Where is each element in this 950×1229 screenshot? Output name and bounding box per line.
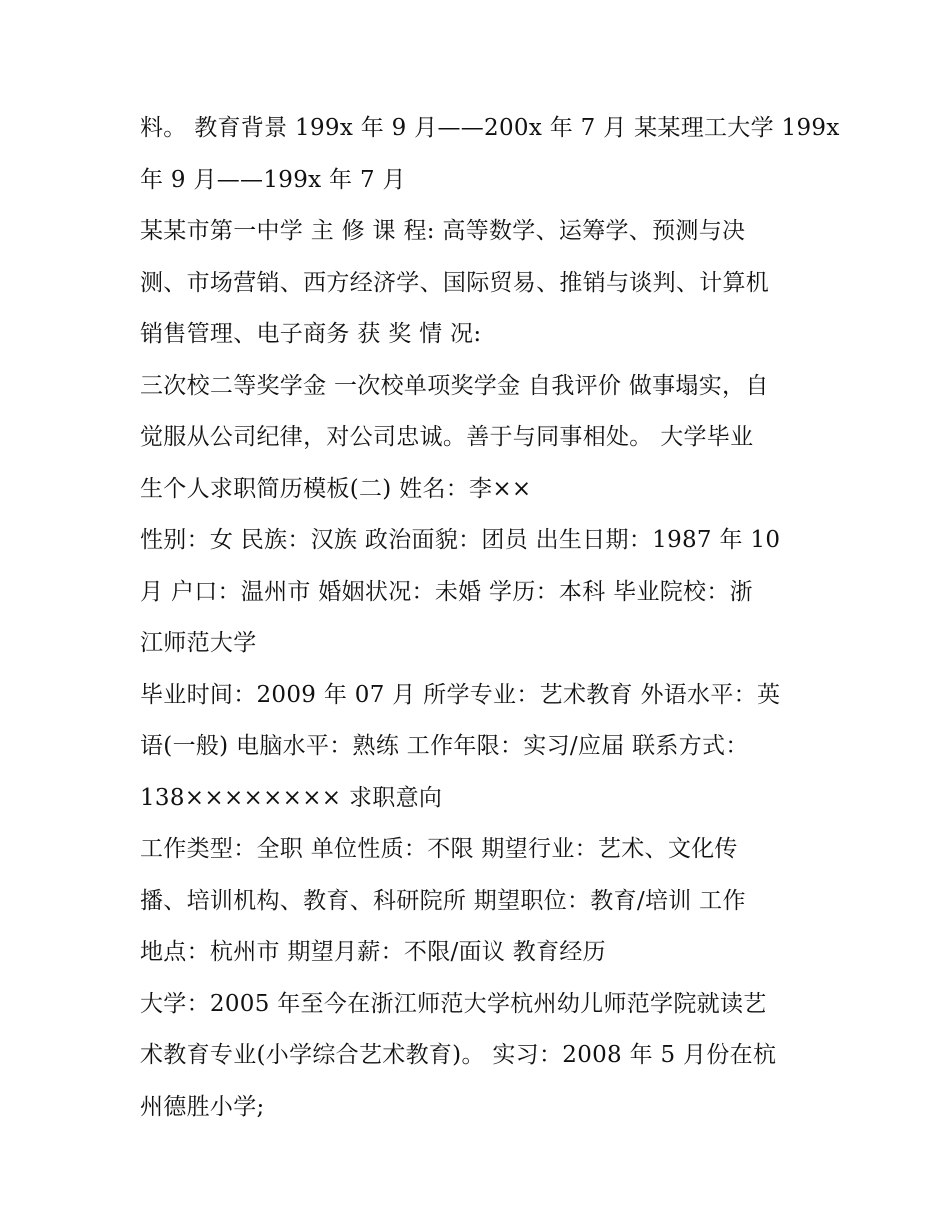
text-line: 觉服从公司纪律，对公司忠诚。善于与同事相处。 大学毕业 [140,424,754,450]
text-line: 年 9 月——199x 年 7 月 [140,166,406,193]
text-line: 生个人求职简历模板(二) 姓名：李×× [140,475,532,502]
text-line: 月 户口：温州市 婚姻状况：未婚 学历：本科 毕业院校：浙 [140,578,753,605]
text-line: 播、培训机构、教育、科研院所 期望职位：教育/培训 工作 [140,887,746,914]
text-line: 地点：杭州市 期望月薪：不限/面议 教育经历 [140,939,606,965]
text-line: 江师范大学 [140,630,257,656]
text-line: 工作类型：全职 单位性质：不限 期望行业：艺术、文化传 [140,836,738,862]
text-line: 三次校二等奖学金 一次校单项奖学金 自我评价 做事塌实，自 [140,372,769,399]
text-line: 大学：2005 年至今在浙江师范大学杭州幼儿师范学院就读艺 [140,990,767,1017]
text-line: 某某市第一中学 主 修 课 程: 高等数学、运筹学、预测与决 [140,218,746,244]
text-line: 语(一般) 电脑水平：熟练 工作年限：实习/应届 联系方式： [140,733,749,759]
text-line: 毕业时间：2009 年 07 月 所学专业：艺术教育 外语水平：英 [140,681,781,708]
text-line: 术教育专业(小学综合艺术教育)。 实习：2008 年 5 月份在杭 [140,1042,777,1068]
document-body [140,103,840,1133]
text-line: 测、市场营销、西方经济学、国际贸易、推销与谈判、计算机 [140,269,770,296]
text-line: 138×××××××× 求职意向 [140,784,443,811]
text-line: 州德胜小学; [140,1093,265,1120]
text-line: 性别：女 民族：汉族 政治面貌：团员 出生日期：1987 年 10 [140,527,781,553]
text-line: 销售管理、电子商务 获 奖 情 况: [140,321,482,347]
text-line: 料。 教育背景 199x 年 9 月——200x 年 7 月 某某理工大学 199x [140,115,840,141]
